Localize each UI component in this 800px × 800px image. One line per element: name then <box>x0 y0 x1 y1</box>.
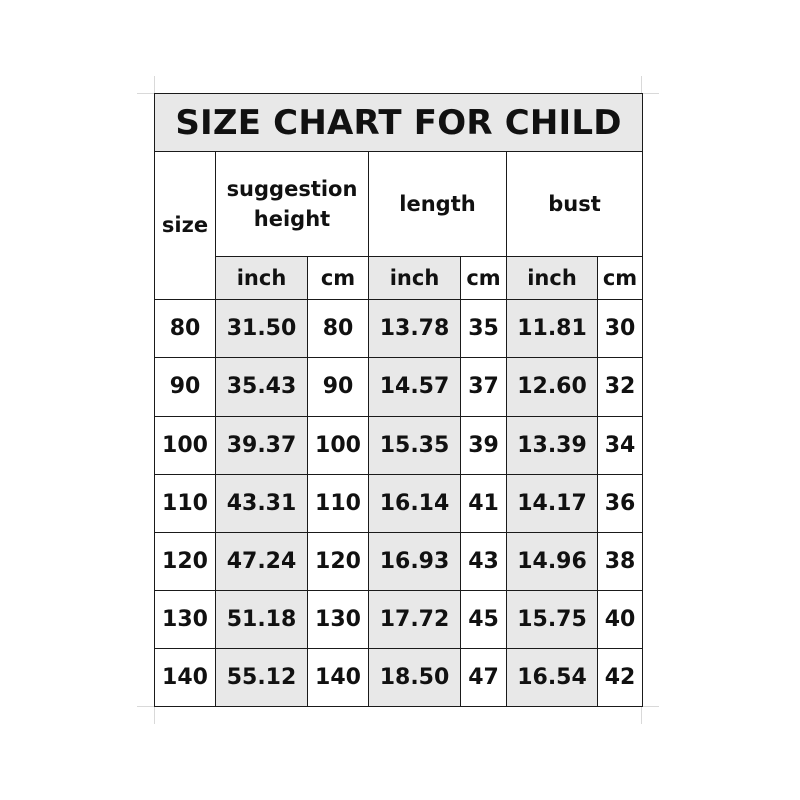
table-row <box>155 648 643 706</box>
cell-bust-cm: 42 <box>598 648 643 706</box>
cell-height-inch: 31.50 <box>216 300 308 358</box>
cell-bust-cm: 40 <box>598 590 643 648</box>
cell-size: 80 <box>155 300 216 358</box>
cell-height-inch: 43.31 <box>216 474 308 532</box>
cell-length-cm: 35 <box>461 300 507 358</box>
cell-bust-cm: 36 <box>598 474 643 532</box>
header-height-line2: height <box>253 207 331 232</box>
cell-length-inch: 16.93 <box>369 532 461 590</box>
cell-height-inch: 39.37 <box>216 416 308 474</box>
cell-length-cm: 39 <box>461 416 507 474</box>
crop-mark <box>137 706 154 707</box>
cell-height-inch: 47.24 <box>216 532 308 590</box>
cell-bust-inch: 13.39 <box>507 416 598 474</box>
size-chart-table <box>154 93 643 707</box>
cell-height-inch: 35.43 <box>216 358 308 416</box>
cell-bust-inch: 11.81 <box>507 300 598 358</box>
cell-size: 120 <box>155 532 216 590</box>
cell-height-cm: 130 <box>308 590 369 648</box>
cell-size: 130 <box>155 590 216 648</box>
cell-bust-cm: 34 <box>598 416 643 474</box>
cell-length-cm: 41 <box>461 474 507 532</box>
cell-height-inch: 55.12 <box>216 648 308 706</box>
crop-mark <box>641 707 642 724</box>
table-row <box>155 590 643 648</box>
crop-mark <box>137 93 154 94</box>
header-suggestion-height <box>216 152 369 257</box>
crop-mark <box>642 93 659 94</box>
cell-height-cm: 90 <box>308 358 369 416</box>
crop-mark <box>154 76 155 93</box>
crop-mark <box>642 706 659 707</box>
cell-bust-inch: 15.75 <box>507 590 598 648</box>
crop-mark <box>154 707 155 724</box>
cell-length-inch: 15.35 <box>369 416 461 474</box>
cell-length-inch: 13.78 <box>369 300 461 358</box>
cell-bust-inch: 12.60 <box>507 358 598 416</box>
cell-size: 90 <box>155 358 216 416</box>
cell-bust-cm: 30 <box>598 300 643 358</box>
header-height-line1: suggestion <box>226 176 358 201</box>
cell-length-cm: 37 <box>461 358 507 416</box>
header-length: length <box>369 152 507 257</box>
header-size: size <box>155 152 216 300</box>
subheader-bust-inch: inch <box>507 257 598 300</box>
cell-height-cm: 80 <box>308 300 369 358</box>
cell-height-cm: 110 <box>308 474 369 532</box>
table-row <box>155 416 643 474</box>
cell-length-inch: 14.57 <box>369 358 461 416</box>
subheader-length-cm: cm <box>461 257 507 300</box>
cell-size: 100 <box>155 416 216 474</box>
cell-size: 140 <box>155 648 216 706</box>
table-row <box>155 358 643 416</box>
cell-length-cm: 47 <box>461 648 507 706</box>
subheader-height-cm: cm <box>308 257 369 300</box>
cell-bust-inch: 14.17 <box>507 474 598 532</box>
subheader-bust-cm: cm <box>598 257 643 300</box>
cell-length-cm: 45 <box>461 590 507 648</box>
cell-length-inch: 18.50 <box>369 648 461 706</box>
chart-title: SIZE CHART FOR CHILD <box>155 94 643 152</box>
cell-height-cm: 120 <box>308 532 369 590</box>
cell-length-inch: 17.72 <box>369 590 461 648</box>
table-row <box>155 474 643 532</box>
cell-height-inch: 51.18 <box>216 590 308 648</box>
header-bust: bust <box>507 152 643 257</box>
cell-bust-cm: 32 <box>598 358 643 416</box>
cell-height-cm: 140 <box>308 648 369 706</box>
cell-bust-inch: 14.96 <box>507 532 598 590</box>
subheader-length-inch: inch <box>369 257 461 300</box>
cell-bust-inch: 16.54 <box>507 648 598 706</box>
subheader-height-inch: inch <box>216 257 308 300</box>
table-row <box>155 300 643 358</box>
cell-bust-cm: 38 <box>598 532 643 590</box>
crop-mark <box>641 76 642 93</box>
cell-size: 110 <box>155 474 216 532</box>
cell-height-cm: 100 <box>308 416 369 474</box>
table-row <box>155 532 643 590</box>
cell-length-inch: 16.14 <box>369 474 461 532</box>
cell-length-cm: 43 <box>461 532 507 590</box>
